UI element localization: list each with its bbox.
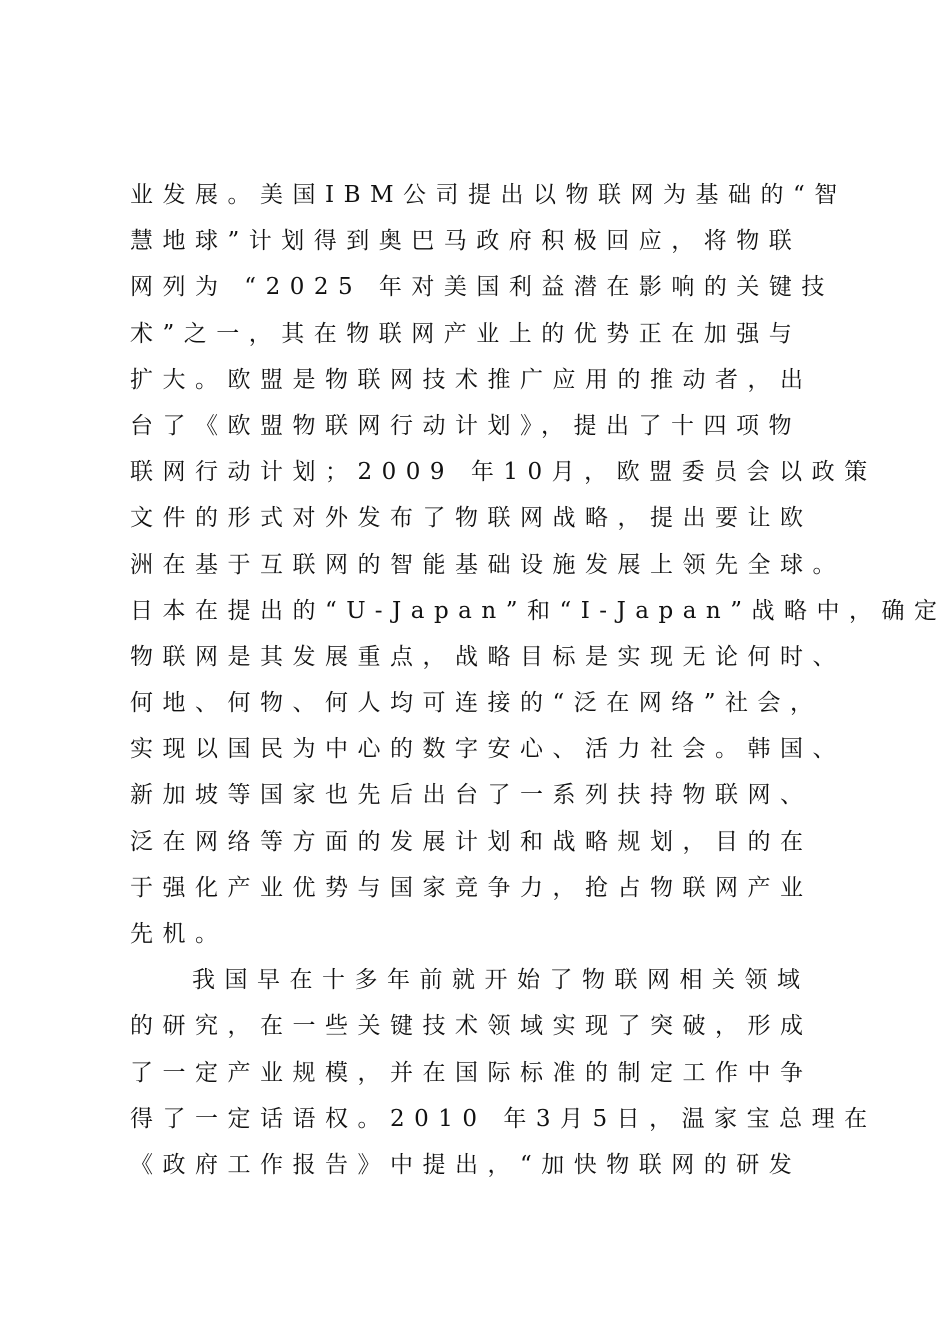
paragraph-2	[130, 957, 877, 1188]
text-line: 我国早在十多年前就开始了物联网相关领域	[192, 967, 810, 994]
text-line: 扩大。欧盟是物联网技术推广应用的推动者，出	[130, 366, 813, 393]
text-line: 文件的形式对外发布了物联网战略，提出要让欧	[130, 505, 813, 532]
text-line: 何地、何物、何人均可连接的“泛在网络”社会，	[130, 690, 823, 717]
text-line: 联网行动计划；2009 年10月，欧盟委员会以政策	[130, 459, 877, 486]
text-line: 得了一定话语权。2010 年3月5日，温家宝总理在	[130, 1105, 877, 1132]
text-line: 业发展。美国IBM公司提出以物联网为基础的“智	[130, 182, 847, 208]
text-line: 了一定产业规模，并在国际标准的制定工作中争	[130, 1059, 813, 1086]
text-line: 的研究，在一些关键技术领域实现了突破，形成	[130, 1013, 813, 1040]
text-line: 于强化产业优势与国家竞争力，抢占物联网产业	[130, 874, 813, 901]
text-line: 先机。	[130, 921, 228, 947]
text-line: 日本在提出的“U-Japan”和“I-Japan”战略中，确定	[130, 597, 947, 624]
text-line: 物联网是其发展重点，战略目标是实现无论何时、	[130, 643, 845, 670]
text-line: 洲在基于互联网的智能基础设施发展上领先全球。	[130, 551, 845, 578]
text-line: 慧地球”计划得到奥巴马政府积极回应，将物联	[130, 228, 802, 255]
body-text	[130, 172, 947, 1188]
paragraph-1	[130, 172, 947, 957]
text-line: 术”之一，其在物联网产业上的优势正在加强与	[130, 320, 802, 347]
text-line: 《政府工作报告》中提出，“加快物联网的研发	[130, 1151, 802, 1178]
text-line: 网列为 “2025 年对美国利益潜在影响的关键技	[130, 274, 834, 301]
text-line: 台了《欧盟物联网行动计划》，提出了十四项物	[130, 412, 801, 439]
text-line: 泛在网络等方面的发展计划和战略规划，目的在	[130, 828, 813, 855]
text-line: 新加坡等国家也先后出台了一系列扶持物联网、	[130, 782, 813, 809]
text-line: 实现以国民为中心的数字安心、活力社会。韩国、	[130, 736, 845, 763]
